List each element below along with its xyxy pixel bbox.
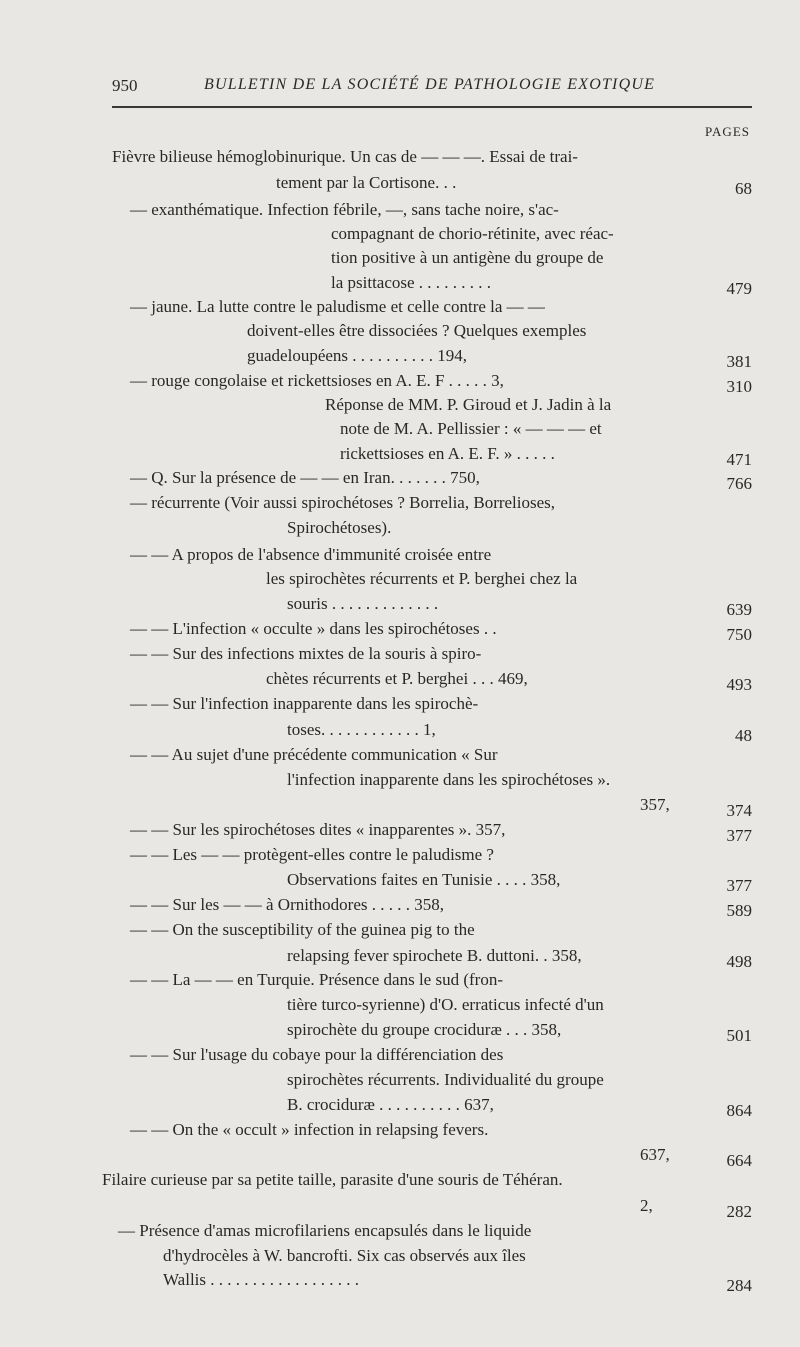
index-line	[266, 667, 528, 691]
index-line	[130, 295, 545, 319]
index-line-text: Réponse de MM. P. Giroud et J. Jadin à la	[325, 395, 612, 414]
page-reference: 493	[726, 675, 752, 694]
index-line-text: tière turco-syrienne) d'O. erraticus infecté d'un	[287, 995, 604, 1014]
index-line	[130, 369, 504, 393]
index-line	[266, 567, 577, 591]
index-line-text: spirochètes récurrents. Individualité du groupe	[287, 1070, 604, 1089]
index-line	[287, 768, 610, 792]
index-line-text: rickettsioses en A. E. F. » . . . . .	[340, 444, 555, 463]
index-line	[287, 1068, 604, 1092]
index-line-text: doivent-elles être dissociées ? Quelques exemples	[247, 321, 587, 340]
index-line-text: spirochète du groupe crociduræ . . . 358,	[287, 1020, 562, 1039]
index-line	[287, 516, 391, 540]
index-line	[287, 1018, 561, 1042]
index-line-text: — — La — — en Turquie. Présence dans le sud (fron-	[130, 970, 503, 989]
index-line-text: — — L'infection « occulte » dans les spirochétoses . .	[130, 619, 497, 638]
index-line-text: — — Les — — protègent-elles contre le paludisme ?	[130, 845, 494, 864]
index-line	[276, 171, 456, 195]
index-line	[331, 246, 603, 270]
page-reference: 750	[726, 625, 752, 644]
index-line	[640, 1194, 653, 1218]
index-line	[287, 944, 582, 968]
page-reference: 377	[726, 876, 752, 895]
page-reference: 381	[726, 352, 752, 371]
index-line-text: toses. . . . . . . . . . . . 1,	[287, 720, 436, 739]
index-line-text: 2,	[640, 1196, 653, 1215]
index-line	[130, 968, 503, 992]
index-line	[340, 417, 602, 441]
index-line	[287, 718, 436, 742]
index-line	[130, 642, 481, 666]
index-line	[130, 491, 555, 515]
page-reference: 639	[726, 600, 752, 619]
index-line	[130, 818, 505, 842]
index-line	[163, 1268, 359, 1292]
index-line-text: Observations faites en Tunisie . . . . 358,	[287, 870, 561, 889]
page-reference: 377	[726, 826, 752, 845]
page-reference: 664	[726, 1151, 752, 1170]
index-line-text: — — On the susceptibility of the guinea pig to the	[130, 920, 475, 939]
page-reference: 864	[726, 1101, 752, 1120]
index-line-text: — — Sur les spirochétoses dites « inapparentes ». 357,	[130, 820, 506, 839]
index-line-text: Filaire curieuse par sa petite taille, parasite d'une souris de Téhéran.	[102, 1170, 563, 1189]
index-line-text: — jaune. La lutte contre le paludisme et celle contre la — —	[130, 297, 545, 316]
index-line-text: 357,	[640, 795, 670, 814]
page-reference: 471	[726, 450, 752, 469]
index-line-text: Wallis . . . . . . . . . . . . . . . . . .	[163, 1270, 360, 1289]
page-reference: 589	[726, 901, 752, 920]
index-line	[287, 868, 560, 892]
index-line	[163, 1244, 526, 1268]
index-line	[247, 344, 467, 368]
running-header	[112, 76, 752, 108]
index-line-text: compagnant de chorio-rétinite, avec réac-	[331, 224, 614, 243]
index-line-text: — — Sur l'usage du cobaye pour la différenciation des	[130, 1045, 504, 1064]
index-line	[130, 743, 498, 767]
index-line-text: l'infection inapparente dans les spirochétoses ».	[287, 770, 611, 789]
page-reference: 501	[726, 1026, 752, 1045]
index-line-text: tion positive à un antigène du groupe de	[331, 248, 604, 267]
index-line-text: — Q. Sur la présence de — — en Iran. . . . . . . 750,	[130, 468, 480, 487]
index-line	[130, 466, 480, 490]
index-line	[325, 393, 611, 417]
index-line	[130, 893, 444, 917]
index-line	[112, 145, 578, 169]
index-line-text: note de M. A. Pellissier : « — — — et	[340, 419, 602, 438]
page-reference: 766	[726, 474, 752, 493]
index-line-text: — — Au sujet d'une précédente communication « Sur	[130, 745, 498, 764]
index-line-text: — — A propos de l'absence d'immunité croisée entre	[130, 545, 492, 564]
page-reference: 68	[735, 179, 752, 198]
index-line	[287, 592, 438, 616]
index-line-text: guadeloupéens . . . . . . . . . . 194,	[247, 346, 468, 365]
index-line-text: — — On the « occult » infection in relapsing fevers.	[130, 1120, 489, 1139]
index-line	[640, 793, 670, 817]
index-line-text: — — Sur des infections mixtes de la souris à spiro-	[130, 644, 482, 663]
index-line	[287, 993, 604, 1017]
index-line-text: d'hydrocèles à W. bancrofti. Six cas observés aux îles	[163, 1246, 526, 1265]
index-line	[130, 843, 494, 867]
index-line	[130, 918, 475, 942]
page-reference: 48	[735, 726, 752, 745]
pages-column-label: PAGES	[705, 124, 750, 139]
index-line-text: souris . . . . . . . . . . . . .	[287, 594, 439, 613]
index-line	[640, 1143, 670, 1167]
index-line	[287, 1093, 494, 1117]
index-line	[130, 692, 478, 716]
index-line	[340, 442, 555, 466]
index-line	[331, 271, 491, 295]
index-line-text: 637,	[640, 1145, 670, 1164]
index-line	[102, 1168, 563, 1192]
index-line-text: relapsing fever spirochete B. duttoni. . 358,	[287, 946, 582, 965]
page-reference: 284	[726, 1276, 752, 1295]
page-number: 950	[112, 76, 138, 95]
index-line-text: B. crociduræ . . . . . . . . . . 637,	[287, 1095, 494, 1114]
index-line-text: les spirochètes récurrents et P. berghei chez la	[266, 569, 578, 588]
journal-title: BULLETIN DE LA SOCIÉTÉ DE PATHOLOGIE EXOTIQUE	[204, 76, 656, 93]
index-line	[130, 1043, 503, 1067]
index-line-text: la psittacose . . . . . . . . .	[331, 273, 492, 292]
index-line-text: — — Sur l'infection inapparente dans les spirochè-	[130, 694, 479, 713]
page-reference: 310	[726, 377, 752, 396]
page-reference: 374	[726, 801, 752, 820]
index-line-text: Spirochétoses).	[287, 518, 392, 537]
index-line-text: chètes récurrents et P. berghei . . . 469,	[266, 669, 528, 688]
index-line	[247, 319, 586, 343]
page-reference: 282	[726, 1202, 752, 1221]
index-line	[331, 222, 614, 246]
index-line	[118, 1219, 531, 1243]
index-line	[130, 543, 491, 567]
index-line	[130, 198, 559, 222]
index-line-text: — récurrente (Voir aussi spirochétoses ? Borrelia, Borrelioses,	[130, 493, 556, 512]
index-line	[130, 1118, 488, 1142]
page-reference: 498	[726, 952, 752, 971]
page-reference: 479	[726, 279, 752, 298]
index-line-text: tement par la Cortisone. . .	[276, 173, 457, 192]
index-line-text: Fièvre bilieuse hémoglobinurique. Un cas de — — —. Essai de trai-	[112, 147, 578, 166]
index-line-text: — — Sur les — — à Ornithodores . . . . . 358,	[130, 895, 445, 914]
index-line-text: — Présence d'amas microfilariens encapsulés dans le liquide	[118, 1221, 532, 1240]
index-line-text: — rouge congolaise et rickettsioses en A. E. F . . . . . 3,	[130, 371, 504, 390]
index-line	[130, 617, 497, 641]
index-line-text: — exanthématique. Infection fébrile, —, sans tache noire, s'ac-	[130, 200, 559, 219]
